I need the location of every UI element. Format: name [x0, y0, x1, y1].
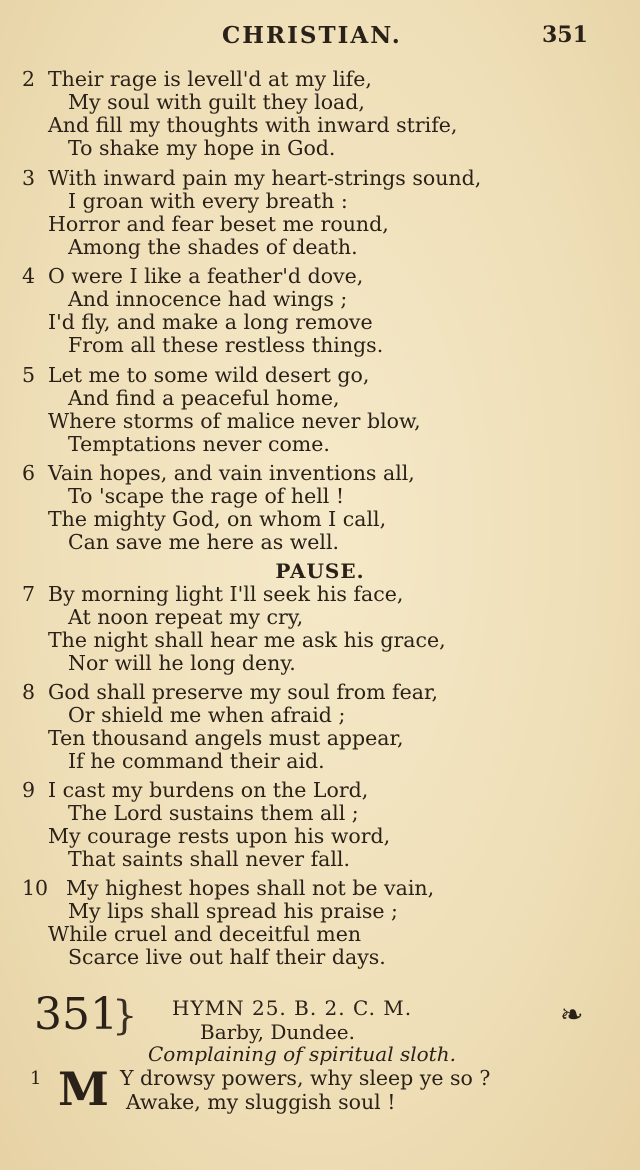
verse-line: I cast my burdens on the Lord, [48, 778, 369, 802]
verse-line: I'd fly, and make a long remove [48, 310, 373, 334]
verse-line: Among the shades of death. [68, 235, 358, 259]
hymn-number: 351 [34, 989, 118, 1040]
pause-heading: PAUSE. [275, 559, 365, 583]
verse-line: Nor will he long deny. [68, 651, 296, 675]
verse-line: Y drowsy powers, why sleep ye so ? [120, 1066, 491, 1090]
verse-line: With inward pain my heart-strings sound, [48, 166, 482, 190]
fleuron-icon: ❧ [560, 998, 584, 1031]
verse-line: Can save me here as well. [68, 530, 340, 554]
hymn-meta: HYMN 25. B. 2. C. M. [172, 996, 413, 1020]
stanza [22, 68, 622, 160]
stanza [22, 462, 622, 554]
stanza-number: 8 [22, 680, 36, 704]
verse-line: Let me to some wild desert go, [48, 363, 370, 387]
stanza [22, 877, 622, 969]
tune-names: Barby, Dundee. [200, 1020, 355, 1044]
verse-line: The mighty God, on whom I call, [48, 507, 387, 531]
verse-line: And fill my thoughts with inward strife, [48, 113, 458, 137]
verse-line: Ten thousand angels must appear, [48, 726, 404, 750]
verse-line: My soul with guilt they load, [68, 90, 365, 114]
verse-line: Scarce live out half their days. [68, 945, 386, 969]
page-number: 351 [542, 22, 588, 48]
verse-line: To 'scape the rage of hell ! [68, 484, 345, 508]
stanza-number: 10 [22, 876, 49, 900]
stanza-number: 3 [22, 166, 36, 190]
stanza [22, 364, 622, 456]
verse-line: To shake my hope in God. [68, 136, 336, 160]
stanza-number: 2 [22, 67, 36, 91]
verse-line: The night shall hear me ask his grace, [48, 628, 446, 652]
verse-line: Horror and fear beset me round, [48, 212, 389, 236]
verse-line: Or shield me when afraid ; [68, 703, 346, 727]
stanza-number: 7 [22, 582, 36, 606]
running-title: CHRISTIAN. [222, 22, 402, 49]
stanza-number: 4 [22, 264, 36, 288]
verse-line: At noon repeat my cry, [68, 605, 304, 629]
verse-line: Where storms of malice never blow, [48, 409, 421, 433]
brace-icon: } [112, 993, 138, 1039]
verse-line: My courage rests upon his word, [48, 824, 391, 848]
verse-line: O were I like a feather'd dove, [48, 264, 364, 288]
stanza-number: 9 [22, 778, 36, 802]
verse-line: By morning light I'll seek his face, [48, 582, 404, 606]
hymn-subtitle: Complaining of spiritual sloth. [148, 1042, 456, 1066]
verse-line: I groan with every breath : [68, 189, 348, 213]
verse-line: God shall preserve my soul from fear, [48, 680, 439, 704]
verse-line: Temptations never come. [68, 432, 330, 456]
verse-line: The Lord sustains them all ; [68, 801, 359, 825]
verse-line: Their rage is levell'd at my life, [48, 67, 372, 91]
verse-line: And innocence had wings ; [68, 287, 348, 311]
verse-line: While cruel and deceitful men [48, 922, 362, 946]
verse-line: Vain hopes, and vain inventions all, [48, 461, 415, 485]
stanza [22, 583, 622, 675]
verse-line: From all these restless things. [68, 333, 384, 357]
stanza [22, 265, 622, 357]
stanza [22, 681, 622, 773]
verse-line: My highest hopes shall not be vain, [66, 876, 435, 900]
stanza [22, 779, 622, 871]
verse-line: That saints shall never fall. [68, 847, 351, 871]
drop-cap: M [58, 1062, 109, 1116]
stanza-number: 6 [22, 461, 36, 485]
verse-line: And find a peaceful home, [68, 386, 340, 410]
verse-line: My lips shall spread his praise ; [68, 899, 398, 923]
verse-line: Awake, my sluggish soul ! [126, 1090, 396, 1114]
verse-line: If he command their aid. [68, 749, 325, 773]
stanza [22, 167, 622, 259]
page-header [0, 20, 640, 54]
stanza-number: 5 [22, 363, 36, 387]
stanza-number: 1 [30, 1068, 42, 1089]
